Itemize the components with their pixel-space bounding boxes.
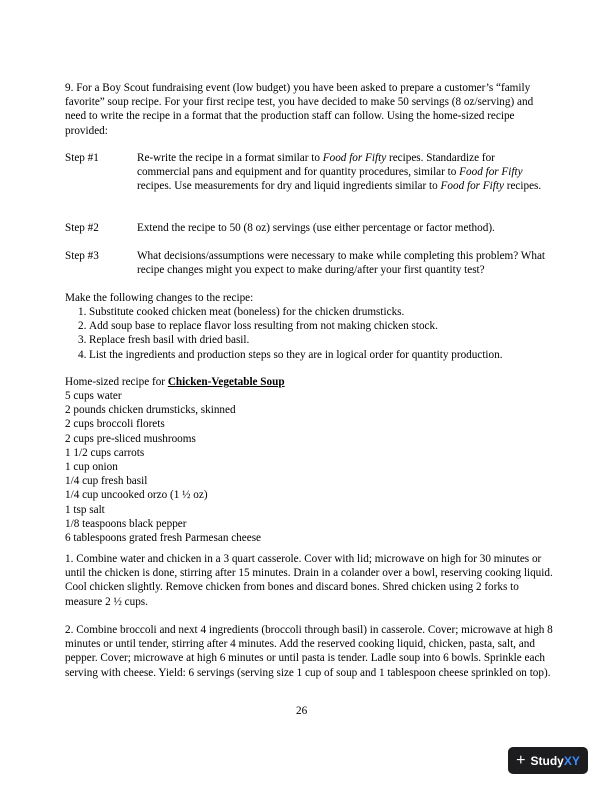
ingredient-item: 1/8 teaspoons black pepper xyxy=(65,517,187,530)
direction-step-1: 1. Combine water and chicken in a 3 quart casserole. Cover with lid; microwave on high for 30 minutes or until the chicken is done, stirring after 15 minutes. Drain in a colander over a bowl, reserving cooking liquid. Cool chicken slightly. Remove chicken from bones and discard bones. Shred chicken using 2 forks to measure 2 ½ cups. xyxy=(65,553,553,608)
list-item: 2. Add soup base to replace flavor loss resulting from not making chicken stock. xyxy=(78,320,438,333)
changes-heading: Make the following changes to the recipe: xyxy=(65,292,254,304)
page-number: 26 xyxy=(296,705,308,717)
recipe-heading: Home-sized recipe for Chicken-Vegetable Soup xyxy=(65,376,285,388)
ingredient-item: 1 cup onion xyxy=(65,461,118,474)
plus-icon: + xyxy=(516,751,526,769)
step-label: Step #3 xyxy=(65,250,99,262)
list-item: 3. Replace fresh basil with dried basil. xyxy=(78,334,250,347)
problem-intro: 9. For a Boy Scout fundraising event (low budget) you have been asked to prepare a customer’s “family favorite” soup recipe. For your first recipe test, you have decided to make 50 servings (8 oz/serving) and need to write the recipe in a format that the production staff can follow. Using the home-sized recipe provided: xyxy=(65,82,534,137)
list-item: 1. Substitute cooked chicken meat (boneless) for the chicken drumsticks. xyxy=(78,306,405,318)
step-label: Step #2 xyxy=(65,222,99,234)
list-item: 4. List the ingredients and production steps so they are in logical order for quantity production. xyxy=(78,348,503,361)
ingredient-item: 1/4 cup fresh basil xyxy=(65,475,148,488)
changes-list xyxy=(65,305,555,362)
ingredient-item: 1 tsp salt xyxy=(65,503,105,516)
ingredient-item: 1/4 cup uncooked orzo (1 ½ oz) xyxy=(65,489,208,502)
direction-step-2: 2. Combine broccoli and next 4 ingredients (broccoli through basil) in casserole. Cover; microwave at high 8 minutes or until tender, stirring after 4 minutes. Add the reserved cooking liquid, chicken, pasta, salt, and pepper. Cover; microwave at high 6 minutes or until pasta is tender. Ladle soup into 6 bowls. Sprinkle each serving with cheese. Yield: 6 servings (serving size 1 cup of soup and 1 tablespoon cheese sprinkled on top). xyxy=(65,624,553,679)
recipe-title: Chicken-Vegetable Soup xyxy=(167,376,285,388)
ingredient-list xyxy=(65,389,365,545)
ingredient-item: 2 cups broccoli florets xyxy=(65,418,165,431)
step-text: Re-write the recipe in a format similar to Food for Fifty recipes. Standardize for commercial pans and equipment and for quantity procedures, similar to Food for Fifty recipes. Use measurements for dry and liquid ingredients similar to Food for Fifty recipes. xyxy=(137,152,542,193)
ingredient-item: 1 1/2 cups carrots xyxy=(65,446,145,459)
ingredient-item: 6 tablespoons grated fresh Parmesan cheese xyxy=(65,532,262,545)
step-label: Step #1 xyxy=(65,152,99,164)
studyxy-logo[interactable]: + Study XY xyxy=(508,747,588,774)
step-text: Extend the recipe to 50 (8 oz) servings (use either percentage or factor method). xyxy=(137,222,495,234)
ingredient-item: 5 cups water xyxy=(65,390,122,402)
ingredient-item: 2 cups pre-sliced mushrooms xyxy=(65,432,196,445)
step-text: What decisions/assumptions were necessary to make while completing this problem? What recipe changes might you expect to make during/after your first quantity test? xyxy=(137,250,546,277)
ingredient-item: 2 pounds chicken drumsticks, skinned xyxy=(65,404,236,417)
